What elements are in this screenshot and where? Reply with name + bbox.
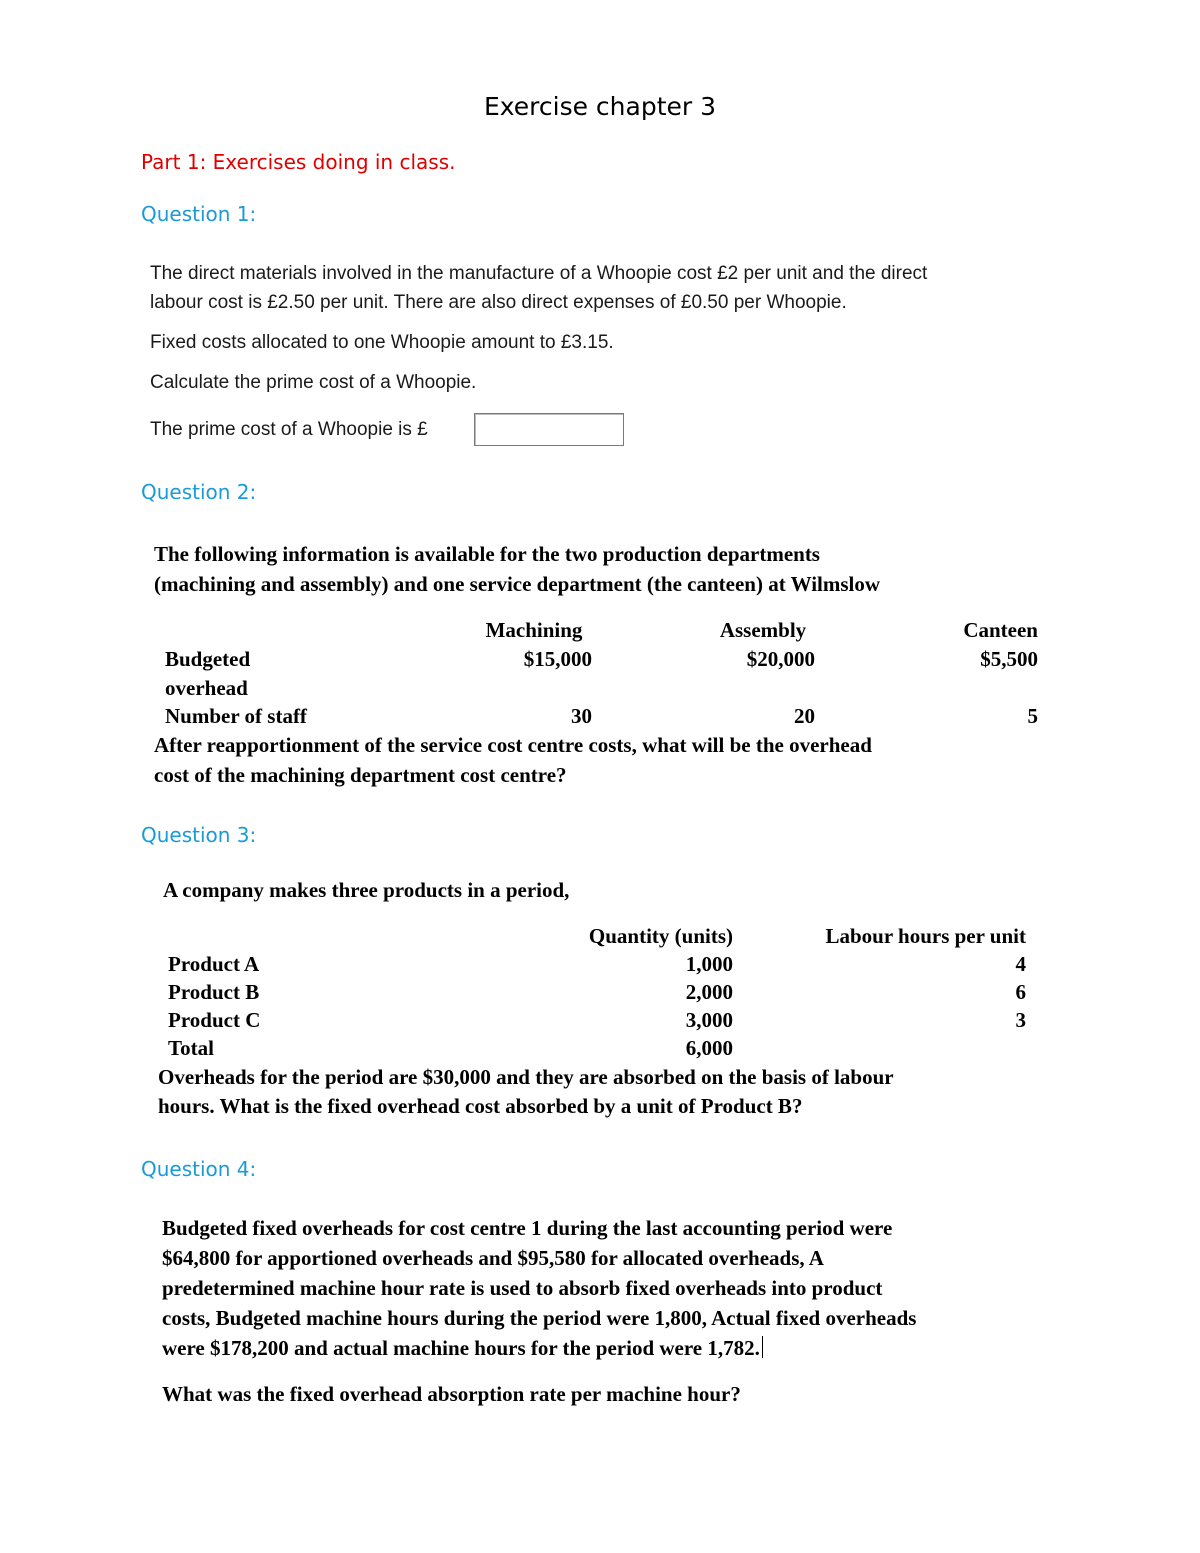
q3-hours: 6 (1015, 980, 1026, 1004)
q2-cell: 20 (794, 704, 815, 728)
q4-line-1: Budgeted fixed overheads for cost centre 1 during the last accounting period were (162, 1216, 893, 1240)
question-1-heading: Question 1: (141, 202, 257, 226)
q2-question-2: cost of the machining department cost centre? (154, 763, 567, 787)
q1-prompt: The prime cost of a Whoopie is £ (150, 419, 428, 440)
text-cursor (762, 1336, 763, 1358)
q3-col-labour-hours: Labour hours per unit (825, 924, 1026, 948)
prime-cost-answer-input[interactable] (474, 413, 624, 446)
question-3-heading: Question 3: (141, 823, 257, 847)
part-heading: Part 1: Exercises doing in class. (141, 150, 456, 174)
q2-col-assembly: Assembly (719, 618, 807, 642)
q3-row-label: Product C (168, 1008, 261, 1032)
q3-qty: 1,000 (685, 952, 733, 976)
q2-col-canteen: Canteen (963, 618, 1038, 642)
q1-line-2: labour cost is £2.50 per unit. There are also direct expenses of £0.50 per Whoopie. (150, 292, 847, 313)
q2-intro-2: (machining and assembly) and one service department (the canteen) at Wilmslow (154, 572, 881, 596)
question-4-heading: Question 4: (141, 1157, 257, 1181)
q2-cell: $5,500 (980, 647, 1038, 671)
q3-row-label: Product B (168, 980, 260, 1004)
q3-intro: A company makes three products in a period, (163, 878, 570, 902)
q1-line-1: The direct materials involved in the manufacture of a Whoopie cost £2 per unit and the direct (150, 263, 928, 284)
q4-line-5 (162, 1336, 763, 1361)
q2-cell: $15,000 (523, 647, 592, 671)
q4-line-3: predetermined machine hour rate is used to absorb fixed overheads into product (162, 1276, 883, 1300)
q1-line-3: Fixed costs allocated to one Whoopie amount to £3.15. (150, 332, 614, 353)
q3-qty: 3,000 (685, 1008, 733, 1032)
page-title: Exercise chapter 3 (483, 92, 717, 121)
q3-row-label: Total (168, 1036, 214, 1060)
q3-qty: 6,000 (685, 1036, 733, 1060)
q2-intro-1: The following information is available for the two production departments (154, 542, 820, 566)
question-2-heading: Question 2: (141, 480, 257, 504)
q4-line-4: costs, Budgeted machine hours during the period were 1,800, Actual fixed overheads (162, 1306, 917, 1330)
q3-question-2: hours. What is the fixed overhead cost absorbed by a unit of Product B? (158, 1094, 803, 1118)
q3-row-label: Product A (168, 952, 260, 976)
q1-line-4: Calculate the prime cost of a Whoopie. (150, 372, 477, 393)
q2-row-label: Budgeted (165, 647, 251, 671)
q4-question: What was the fixed overhead absorption rate per machine hour? (162, 1382, 741, 1406)
q3-col-quantity: Quantity (units) (588, 924, 733, 948)
q2-row-label-cont: overhead (165, 676, 248, 700)
q4-line-2: $64,800 for apportioned overheads and $95,580 for allocated overheads, A (162, 1246, 824, 1270)
q3-hours: 3 (1015, 1008, 1026, 1032)
q2-cell: 30 (571, 704, 592, 728)
q3-hours: 4 (1015, 952, 1026, 976)
q2-question-1: After reapportionment of the service cost centre costs, what will be the overhead (154, 733, 872, 757)
q4-line-5-text: were $178,200 and actual machine hours for the period were 1,782. (162, 1336, 760, 1360)
q3-question-1: Overheads for the period are $30,000 and they are absorbed on the basis of labour (158, 1065, 894, 1089)
q2-cell: 5 (1027, 704, 1038, 728)
q2-row-label: Number of staff (165, 704, 307, 728)
q2-col-machining: Machining (485, 618, 583, 642)
q3-qty: 2,000 (685, 980, 733, 1004)
q2-cell: $20,000 (746, 647, 815, 671)
